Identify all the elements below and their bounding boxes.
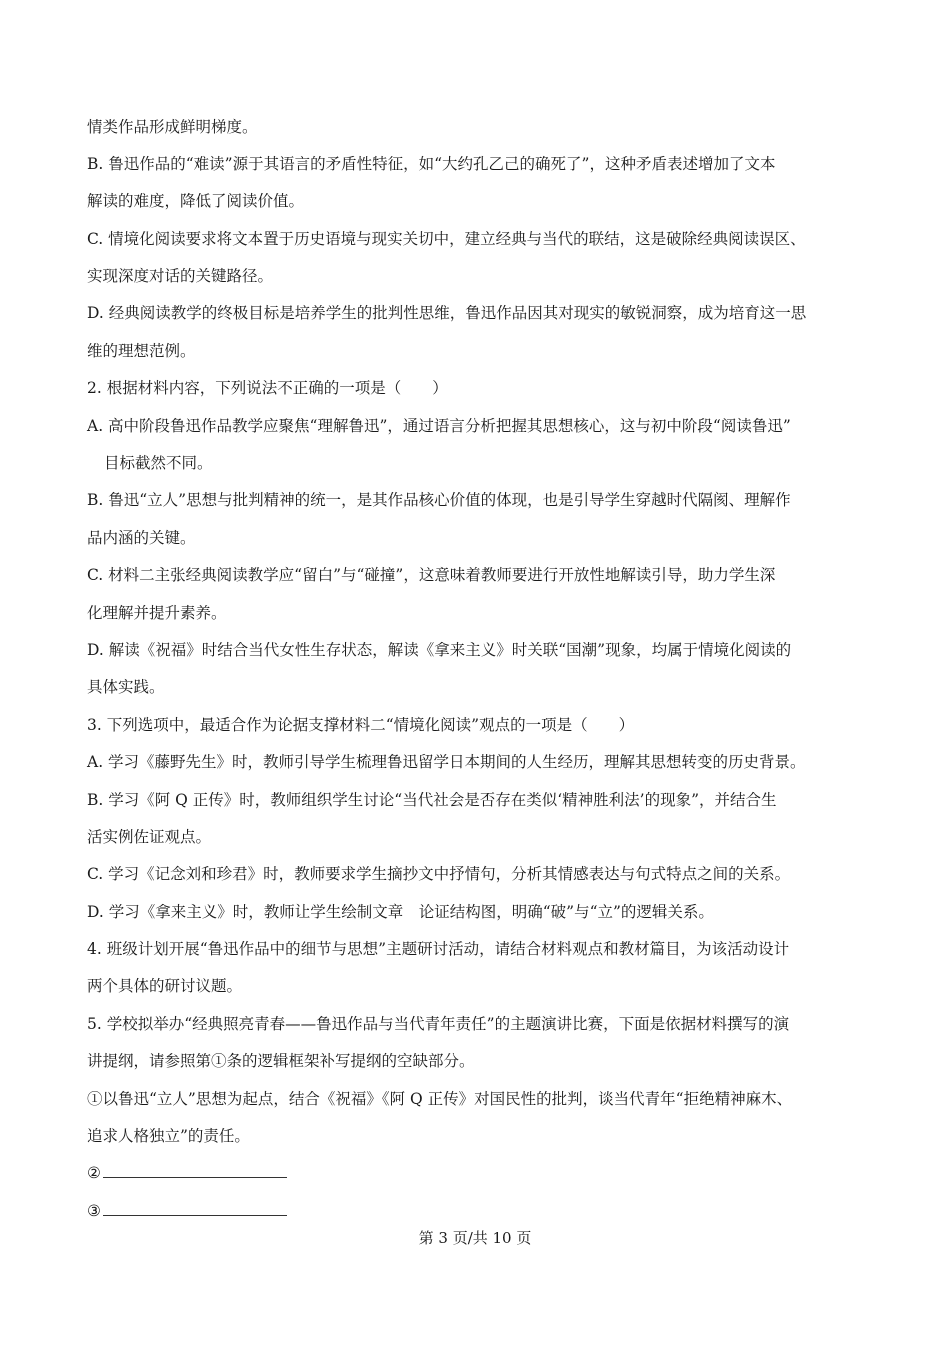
text-line: 情类作品形成鲜明梯度。: [87, 118, 258, 136]
q2-option-c-line-2: 化理解并提升素养。: [87, 604, 227, 622]
page-footer: 第 3 页/共 10 页: [418, 1229, 532, 1247]
outline-item-3-blank[interactable]: [103, 1201, 287, 1216]
q3-option-b-line-2: 活实例佐证观点。: [87, 828, 212, 846]
option-d-line-1: D. 经典阅读教学的终极目标是培养学生的批判性思维，鲁迅作品因其对现实的敏锐洞察，成为培育这一思: [87, 304, 807, 322]
outline-item-3: [87, 1201, 287, 1221]
q2-option-b-line-2: 品内涵的关键。: [87, 529, 196, 547]
q2-option-b-line-1: B. 鲁迅“立人”思想与批判精神的统一，是其作品核心价值的体现，也是引导学生穿越时代隔阂、理解作: [87, 491, 791, 509]
question-3: 3. 下列选项中，最适合作为论据支撑材料二“情境化阅读”观点的一项是（ ）: [87, 716, 635, 734]
q3-option-c: C. 学习《记念刘和珍君》时，教师要求学生摘抄文中抒情句，分析其情感表达与句式特点之间的关系。: [87, 865, 791, 883]
question-5-line-2: 讲提纲，请参照第①条的逻辑框架补写提纲的空缺部分。: [87, 1052, 475, 1070]
outline-item-2-number: ②: [87, 1164, 101, 1182]
outline-item-1-line-1: ①以鲁迅“立人”思想为起点，结合《祝福》《阿 Q 正传》对国民性的批判，谈当代青年“拒绝精神麻木、: [87, 1090, 793, 1108]
q3-option-a: A. 学习《藤野先生》时，教师引导学生梳理鲁迅留学日本期间的人生经历，理解其思想转变的历史背景。: [87, 753, 806, 771]
option-b-line-2: 解读的难度，降低了阅读价值。: [87, 192, 305, 210]
option-b-line-1: B. 鲁迅作品的“难读”源于其语言的矛盾性特征，如“大约孔乙己的确死了”，这种矛盾表述增加了文本: [87, 155, 776, 173]
outline-item-2-blank[interactable]: [103, 1163, 287, 1178]
q2-option-d-line-1: D. 解读《祝福》时结合当代女性生存状态，解读《拿来主义》时关联“国潮”现象，均属于情境化阅读的: [87, 641, 792, 659]
q2-option-d-line-2: 具体实践。: [87, 678, 165, 696]
option-c-line-1: C. 情境化阅读要求将文本置于历史语境与现实关切中，建立经典与当代的联结，这是破除经典阅读误区、: [87, 230, 806, 248]
question-4-line-2: 两个具体的研讨议题。: [87, 977, 243, 995]
question-5-line-1: 5. 学校拟举办“经典照亮青春——鲁迅作品与当代青年责任”的主题演讲比赛，下面是依据材料撰写的演: [87, 1015, 790, 1033]
outline-item-1-line-2: 追求人格独立”的责任。: [87, 1127, 250, 1145]
option-d-line-2: 维的理想范例。: [87, 342, 196, 360]
q2-option-a-line-1: A. 高中阶段鲁迅作品教学应聚焦“理解鲁迅”，通过语言分析把握其思想核心，这与初中阶段“阅读鲁迅”: [87, 417, 791, 435]
question-2: 2. 根据材料内容，下列说法不正确的一项是（ ）: [87, 379, 448, 397]
outline-item-3-number: ③: [87, 1202, 101, 1220]
q3-option-b-line-1: B. 学习《阿 Q 正传》时，教师组织学生讨论“当代社会是否存在类似‘精神胜利法’的现象”，并结合生: [87, 791, 777, 809]
q2-option-c-line-1: C. 材料二主张经典阅读教学应“留白”与“碰撞”，这意味着教师要进行开放性地解读引导，助力学生深: [87, 566, 776, 584]
outline-item-2: [87, 1163, 287, 1183]
q2-option-a-line-2: 目标截然不同。: [104, 454, 213, 472]
option-c-line-2: 实现深度对话的关键路径。: [87, 267, 274, 285]
question-4-line-1: 4. 班级计划开展“鲁迅作品中的细节与思想”主题研讨活动，请结合材料观点和教材篇目，为该活动设计: [87, 940, 790, 958]
q3-option-d: D. 学习《拿来主义》时，教师让学生绘制文章 论证结构图，明确“破”与“立”的逻辑关系。: [87, 903, 714, 921]
